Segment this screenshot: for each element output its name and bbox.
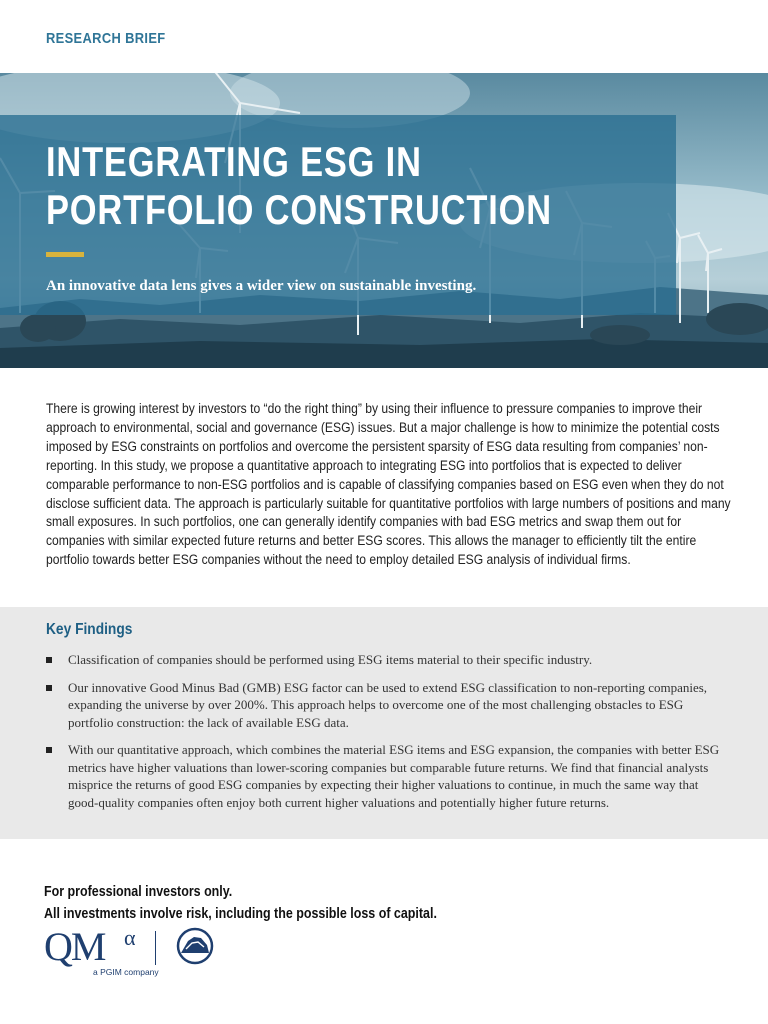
disclaimer <box>44 881 526 925</box>
page-title-line-2: PORTFOLIO CONSTRUCTION <box>46 186 552 233</box>
page-title-line-1: INTEGRATING ESG IN <box>46 138 422 185</box>
finding-text: Our innovative Good Minus Bad (GMB) ESG factor can be used to extend ESG classification to non-reporting companies, expanding the universe by over 200%. This approach helps to overcome one of the most challenging obstacles to ESG portfolio construction: the lack of available ESG data. <box>68 679 708 730</box>
square-bullet-icon <box>46 747 52 753</box>
finding-item <box>46 741 726 811</box>
qma-pgim-logo <box>44 925 244 985</box>
document-type-label: RESEARCH BRIEF <box>46 30 166 47</box>
finding-text: With our quantitative approach, which combines the material ESG items and ESG expansion, the companies with better ESG metrics have higher valuations than lower-scoring companies but comparable future returns. We find that financial analysts misprice the returns of good ESG companies by expecting their higher valuations to continue, in much the same way that good-quality companies often enjoy both current higher valuations and potentially higher future returns. <box>68 742 720 810</box>
square-bullet-icon <box>46 685 52 691</box>
key-findings-section <box>0 607 768 839</box>
square-bullet-icon <box>46 657 52 663</box>
page-subtitle: An innovative data lens gives a wider view on sustainable investing. <box>46 278 477 294</box>
alpha-symbol: α <box>124 925 136 950</box>
finding-item <box>46 651 726 669</box>
logo-subtext: a PGIM company <box>93 967 159 977</box>
finding-item <box>46 679 726 732</box>
logo-divider <box>155 931 156 965</box>
title-accent-rule <box>46 252 84 257</box>
key-findings-list <box>46 651 726 821</box>
qm-logo-mark: QM <box>44 924 105 969</box>
intro-paragraph: There is growing interest by investors to “do the right thing” by using their influence to pressure companies to improve their approach to environmental, social and governance (ESG) issues. But a major challenge is how to minimize the potential costs imposed by ESG constraints on portfolios and overcome the persistent sparsity of ESG data resulting from companies’ non-reporting. In this study, we propose a quantitative approach to integrating ESG into portfolios that is expected to deliver comparable performance to non-ESG portfolios and is capable of classifying companies based on ESG even when they do not disclose sufficient data. The approach is particularly suitable for quantitative portfolios with large numbers of positions and many small exposures. In such portfolios, one can generally identify companies with bad ESG metrics and swap them out for companies with similar expected future returns and better ESG scores. This allows the manager to efficiently tilt the entire portfolio towards better ESG companies without the need to employ detailed ESG analysis of individual firms. <box>46 401 731 568</box>
key-findings-heading: Key Findings <box>46 621 133 638</box>
disclaimer-professional: For professional investors only. <box>44 884 233 900</box>
disclaimer-risk: All investments involve risk, including the possible loss of capital. <box>44 906 437 922</box>
pgim-rock-icon <box>176 927 214 965</box>
page-title <box>46 138 620 234</box>
finding-text: Classification of companies should be performed using ESG items material to their specific industry. <box>68 652 593 667</box>
